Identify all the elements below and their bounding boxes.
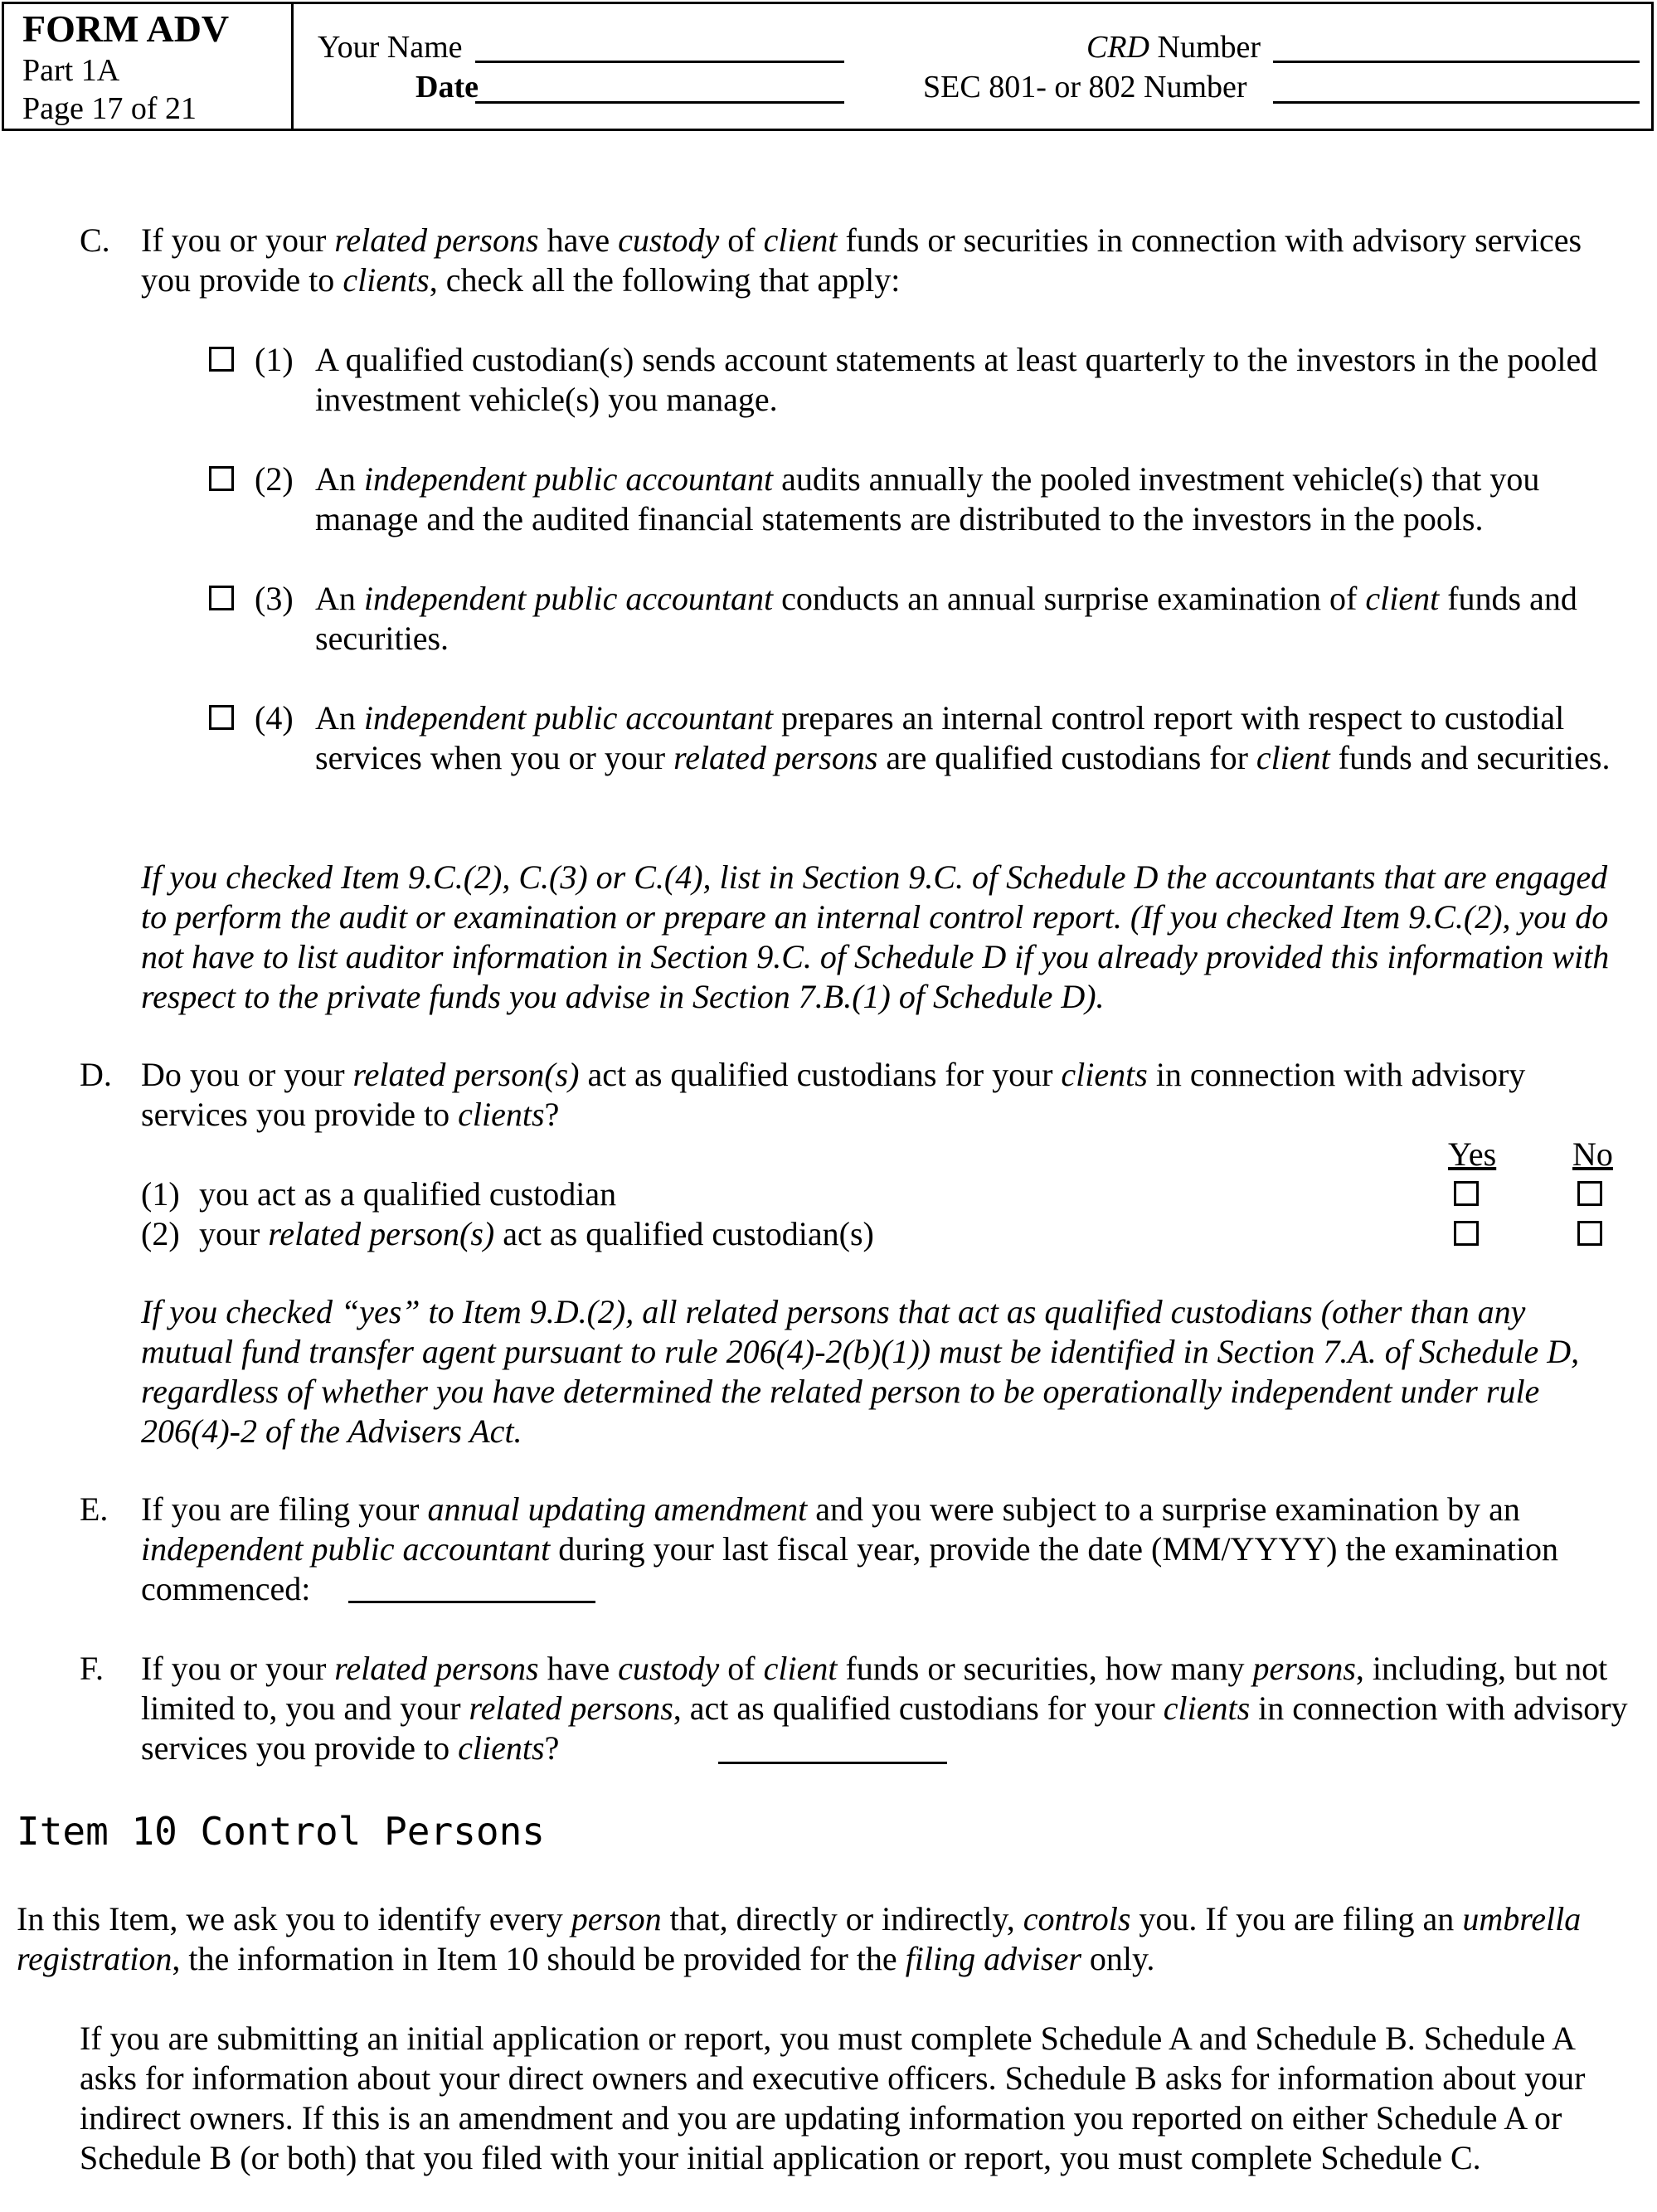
your-name-field[interactable] [475,61,844,63]
item-c1-number: (1) [255,341,294,378]
item-c1-checkbox[interactable] [209,347,234,372]
page-number: Page 17 of 21 [22,91,197,126]
item-c-instruction: If you checked Item 9.C.(2), C.(3) or C.(4), list in Section 9.C. of Schedule D the accountants that are engaged to perform the audit or examination or prepare an internal control report. (If you checked Item 9.C.(2), you do not have to list auditor information in Section 9.C. of Schedule D if you already provided this information with respect to the private funds you advise in Section 7.B.(1) of Schedule D). [141,858,1610,1015]
item-10-heading: Item 10 Control Persons [17,1809,545,1854]
item-d-instruction: If you checked “yes” to Item 9.D.(2), all related persons that act as qualified custodians (other than any mutual fund transfer agent pursuant to rule 206(4)-2(b)(1)) must be identified in Section 7.A. of Schedule D, regardless of whether you have determined the related person to be operationally independent under rule 206(4)-2 of the Advisers Act. [141,1293,1580,1450]
form-title: FORM ADV [22,7,230,50]
item-d1-no-checkbox[interactable] [1577,1181,1602,1206]
item-e-letter: E. [80,1490,109,1528]
item-10-intro: In this Item, we ask you to identify every person that, directly or indirectly, controls you. If you are filing an umbrella registration, the information in Item 10 should be provided for the filing adviser only. [17,1900,1582,1977]
item-c2-text: An independent public accountant audits annually the pooled investment vehicle(s) that you manage and the audited financial statements are distributed to the investors in the pools. [315,460,1540,537]
item-e-question: If you are filing your annual updating amendment and you were subject to a surprise examination by an independent public accountant during your last fiscal year, provide the date (MM/YYYY) the examination commenced: [141,1490,1559,1607]
item-d2-number: (2) [141,1215,180,1252]
item-d2-text: your related person(s) act as qualified custodian(s) [199,1215,874,1252]
item-f-question: If you or your related persons have custody of client funds or securities, how many persons, including, but not limited to, you and your related persons, act as qualified custodians for your clients in connection with advisory services you provide to clients? [141,1650,1628,1767]
form-part: Part 1A [22,53,120,88]
form-header [2,2,1654,131]
item-c-question: If you or your related persons have custody of client funds or securities in connection with advisory services you provide to clients, check all the following that apply: [141,221,1582,299]
item-c2-checkbox[interactable] [209,466,234,491]
no-column-header: No [1572,1135,1613,1173]
item-d-letter: D. [80,1056,112,1093]
form-id-box [4,4,294,129]
date-label: Date [415,70,479,105]
sec-number-field[interactable] [1273,101,1640,104]
item-c4-checkbox[interactable] [209,705,234,730]
item-c-letter: C. [80,221,110,259]
item-d2-yes-checkbox[interactable] [1454,1221,1479,1246]
your-name-label: Your Name [318,30,463,65]
examination-date-field[interactable] [348,1601,595,1603]
item-c3-number: (3) [255,580,294,617]
yes-column-header: Yes [1448,1135,1497,1173]
date-field[interactable] [475,101,844,104]
item-c1-text: A qualified custodian(s) sends account statements at least quarterly to the investors in the pooled investment vehicle(s) you manage. [315,341,1598,418]
item-d-question: Do you or your related person(s) act as qualified custodians for your clients in connection with advisory services you provide to clients? [141,1056,1526,1133]
item-c4-text: An independent public accountant prepares an internal control report with respect to custodial services when you or your related persons are qualified custodians for client funds and securities. [315,699,1611,776]
item-c2-number: (2) [255,460,294,498]
item-c3-checkbox[interactable] [209,586,234,610]
item-f-letter: F. [80,1650,104,1687]
crd-number-field[interactable] [1273,61,1640,63]
item-10-schedule-instructions: If you are submitting an initial application or report, you must complete Schedule A and Schedule B. Schedule A asks for information about your direct owners and executive officers. Schedule B asks for information about your indirect owners. If this is an amendment and you are updating information you reported on either Schedule A or Schedule B (or both) that you filed with your initial application or report, you must complete Schedule C. [80,2020,1586,2176]
item-c4-number: (4) [255,699,294,737]
item-c3-text: An independent public accountant conducts an annual surprise examination of client funds and securities. [315,580,1577,657]
sec-number-label: SEC 801- or 802 Number [923,70,1247,105]
item-d1-number: (1) [141,1175,180,1213]
qualified-custodians-count-field[interactable] [718,1762,947,1764]
item-d1-text: you act as a qualified custodian [199,1175,617,1213]
item-d1-yes-checkbox[interactable] [1454,1181,1479,1206]
crd-label: CRD Number [1086,30,1261,65]
item-d2-no-checkbox[interactable] [1577,1221,1602,1246]
